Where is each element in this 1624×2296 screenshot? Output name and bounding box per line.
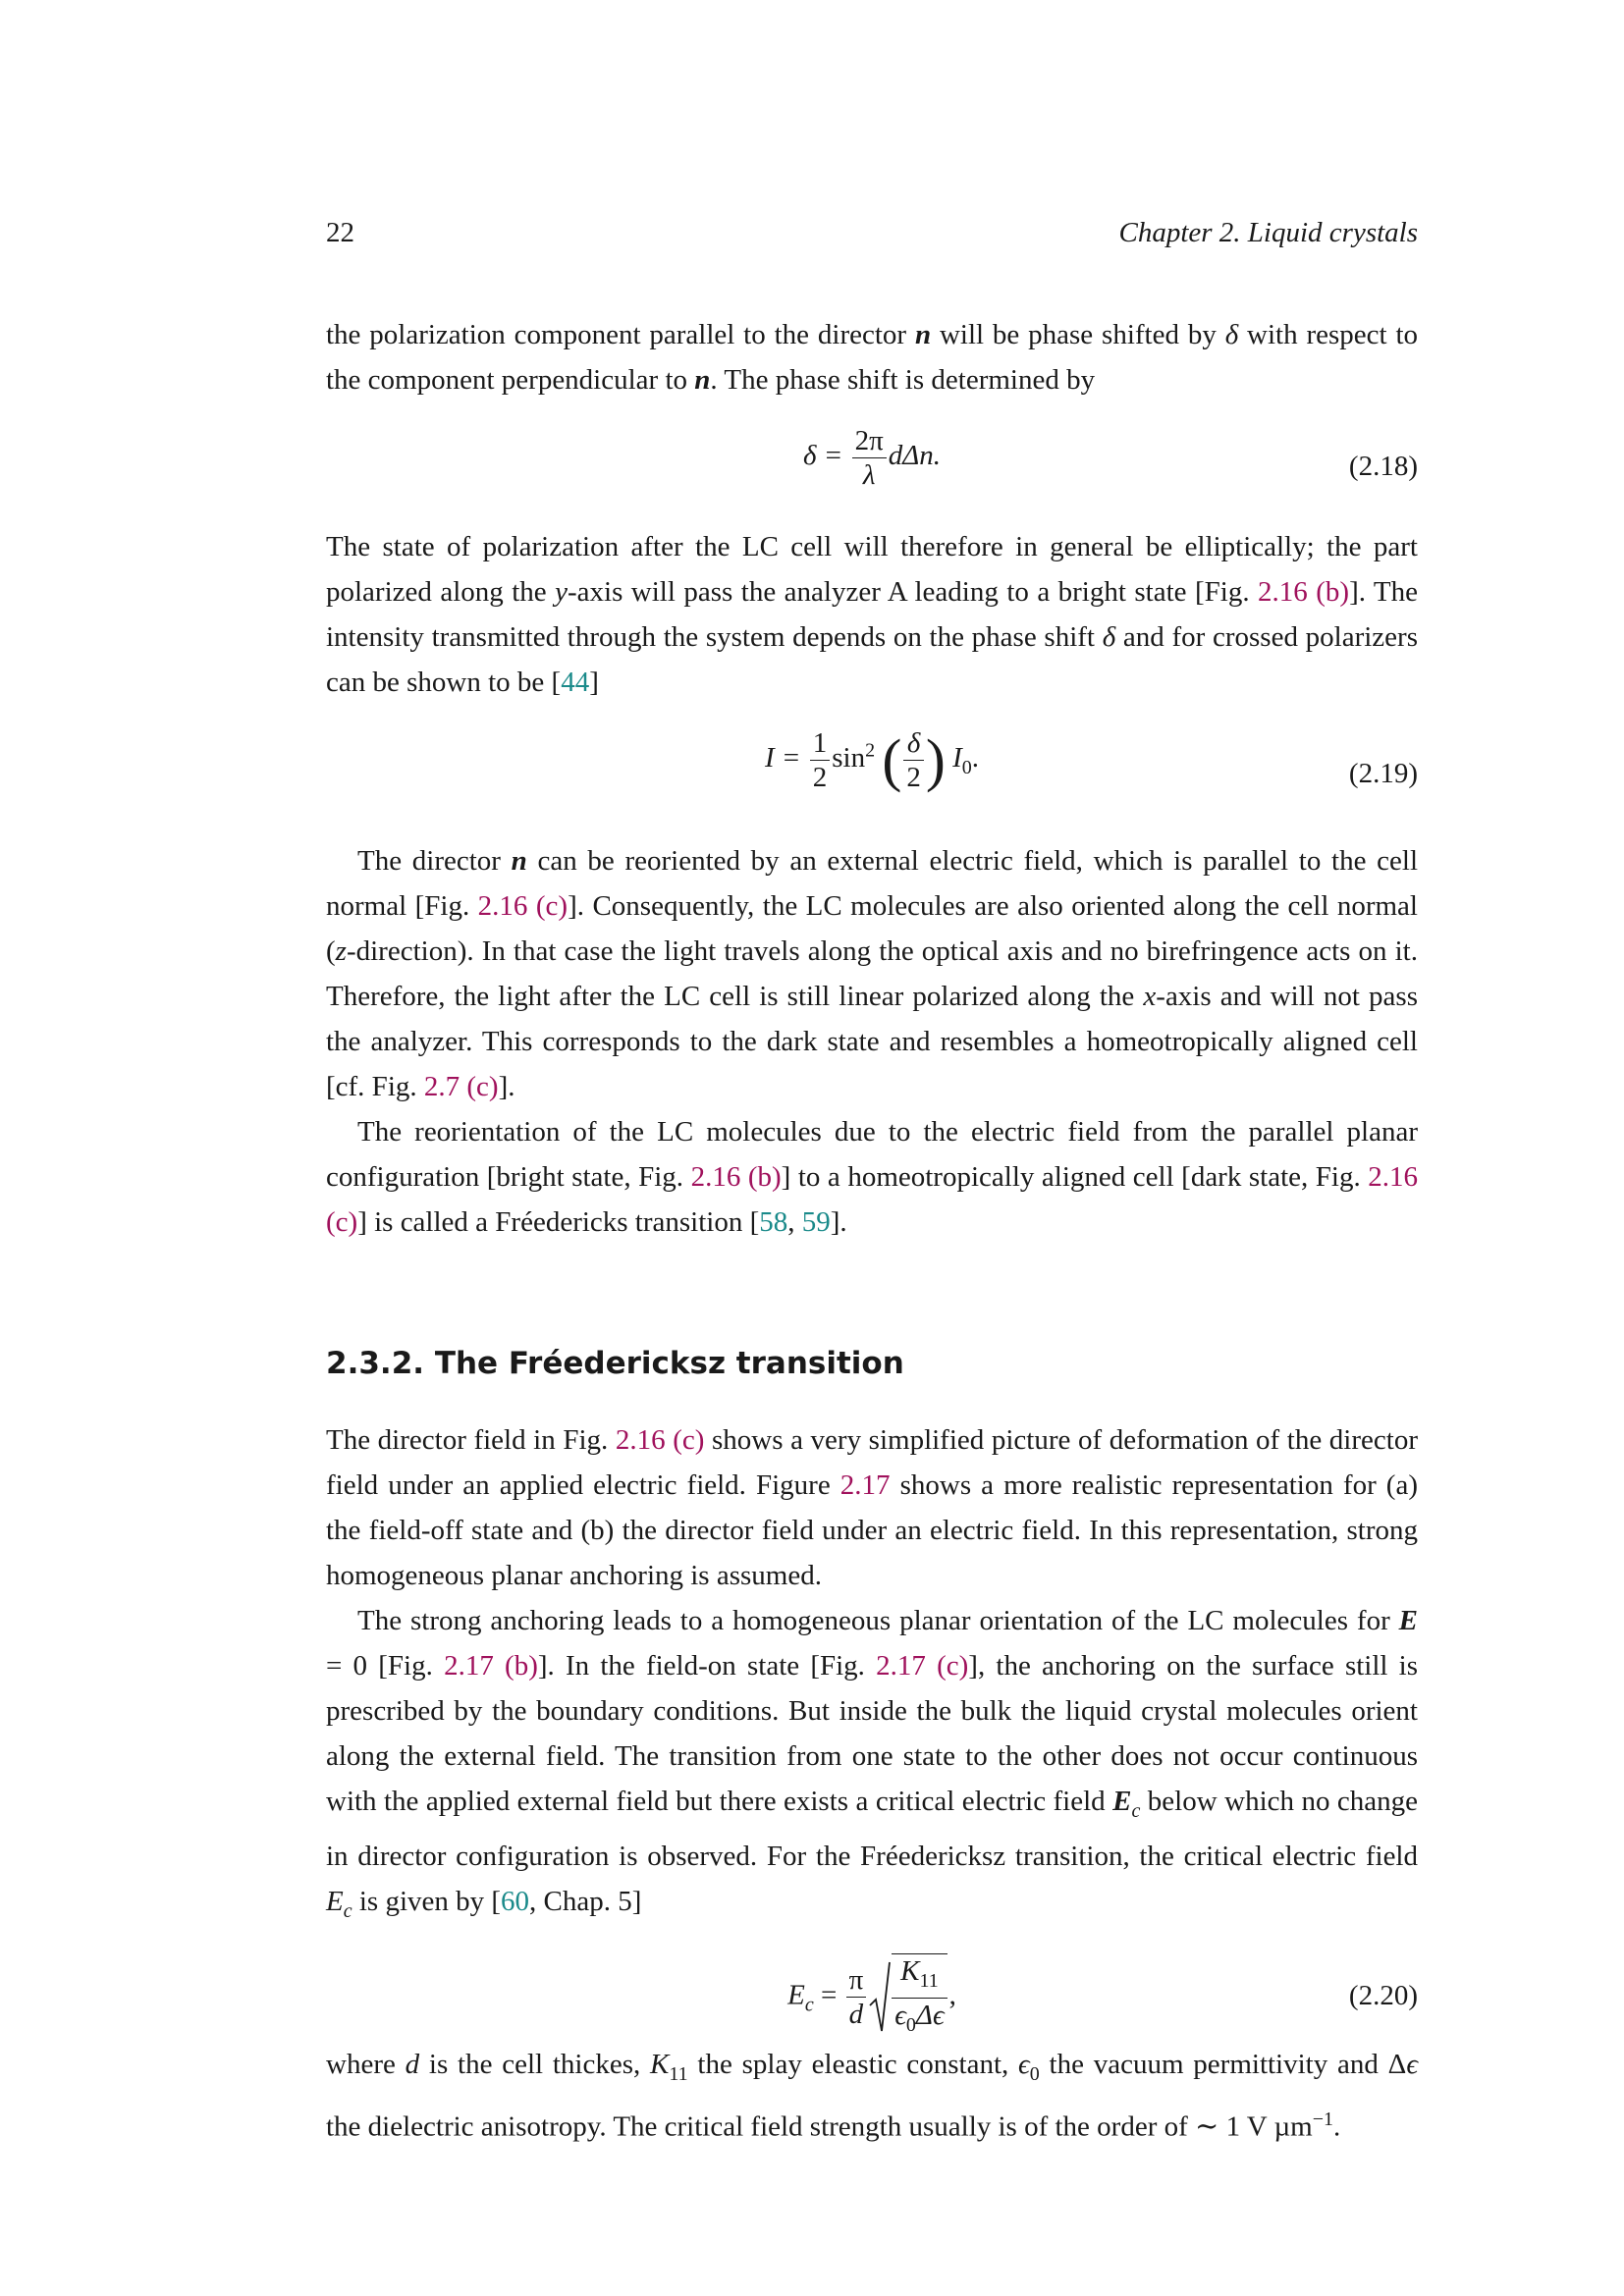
figure-link[interactable]: 2.16 (c) <box>615 1424 705 1456</box>
paragraph-2: The state of polarization after the LC cell will therefore in general be elliptically; the part polarized along the y-axis will pass the analyzer A leading to a bright state [Fig. 2.16 (b)]. The intensity transmitted through the system depends on the phase shift δ and for crossed polarizers can be shown to be [44] <box>326 531 1418 698</box>
figure-link[interactable]: 2.16 (b) <box>1258 576 1350 608</box>
citation-link[interactable]: 60 <box>501 1885 530 1917</box>
citation-link[interactable]: 58 <box>759 1206 788 1238</box>
figure-link[interactable]: 2.17 (b) <box>444 1650 538 1682</box>
figure-link[interactable]: 2.17 (c) <box>876 1650 969 1682</box>
page-header <box>326 210 1418 255</box>
section-heading: 2.3.2. The Fréedericksz transition <box>326 1346 904 1381</box>
equation-number: (2.20) <box>1348 1980 1418 2011</box>
figure-link[interactable]: 2.17 <box>839 1469 891 1501</box>
page-number: 22 <box>326 217 354 248</box>
equation-2-19: I = $\frac{1}{2}$ $\sin^2$ ( $\frac{\delta}{2}$ ) $I_0$. (2.19) <box>326 726 1418 815</box>
equation-2-18: δ = $\frac{2\pi}{\lambda}$ dΔn. (2.18) <box>803 425 1418 491</box>
running-title: Chapter 2. Liquid crystals <box>1118 217 1418 248</box>
square-root: $\frac{K_{11}}{\epsilon_0\Delta\epsilon}$ <box>868 1953 948 2042</box>
figure-link[interactable]: 2.7 (c) <box>423 1071 499 1102</box>
figure-link[interactable]: 2.16 (c) <box>326 1161 1418 1238</box>
paragraph-5: The director field in Fig. 2.16 (c) shows a very simplified picture of deformation of the director field under an applied electric field. Figure 2.17 shows a more realistic representation for (a) the field-off state and (b) the director field under an electric field. In this representation, strong homogeneous planar anchoring is assumed. <box>326 1424 1418 1591</box>
citation-link[interactable]: 44 <box>561 667 590 698</box>
paragraph-4: The reorientation of the LC molecules due to the electric field from the parallel planar configuration [bright state, Fig. 2.16 (b)] to a homeotropically aligned cell [dark state, Fig. 2.16 (c)] is called a Fréedericks transition [58, 59]. <box>326 1116 1418 1238</box>
equation-number: (2.18) <box>1348 451 1418 482</box>
paragraph-1: the polarization component parallel to the director n will be phase shifted by δ with respect to the component perpendicular to n. The phase shift is determined by <box>326 319 1419 396</box>
citation-link[interactable]: 59 <box>801 1206 831 1238</box>
equation-number: (2.19) <box>1348 758 1418 789</box>
figure-link[interactable]: 2.16 (c) <box>477 890 568 922</box>
page <box>326 0 1418 2296</box>
paragraph-6: The strong anchoring leads to a homogeneous planar orientation of the LC molecules for E = 0 [Fig. 2.17 (b)]. In the field-on state [Fig. 2.17 (c)], the anchoring on the surface still is prescribed by the boundary conditions. But inside the bulk the liquid crystal molecules orient along the external field. The transition from one state to the other does not occur continuous with the applied external field but there exists a critical electric field $E_c$ below which no change in director configuration is observed. For the Fréedericksz transition, the critical electric field $E_c$ is given by [60, Chap. 5] <box>326 1605 1419 1922</box>
paragraph-7: where d is the cell thickes, $K_{11}$ the splay eleastic constant, $\epsilon_0$ the vacuum permittivity and Δϵ the dielectric anisotropy. The critical field strength usually is of the order of ∼ 1 V µm$^{-1}$. <box>326 2049 1418 2143</box>
equation-2-20: $E_c$ = $\frac{\pi}{d}$ $\frac{K_{11}}{\epsilon_0\Delta\epsilon}$ , (2.20) <box>326 1953 1418 2042</box>
paragraph-3: The director n can be reoriented by an external electric field, which is parallel to the cell normal [Fig. 2.16 (c)]. Consequently, the LC molecules are also oriented along the cell normal (z-direction). In that case the light travels along the optical axis and no birefringence acts on it. Therefore, the light after the LC cell is still linear polarized along the x-axis and will not pass the analyzer. This corresponds to the dark state and resembles a homeotropically aligned cell [cf. Fig. 2.7 (c)]. <box>326 845 1419 1102</box>
figure-link[interactable]: 2.16 (b) <box>690 1161 782 1193</box>
